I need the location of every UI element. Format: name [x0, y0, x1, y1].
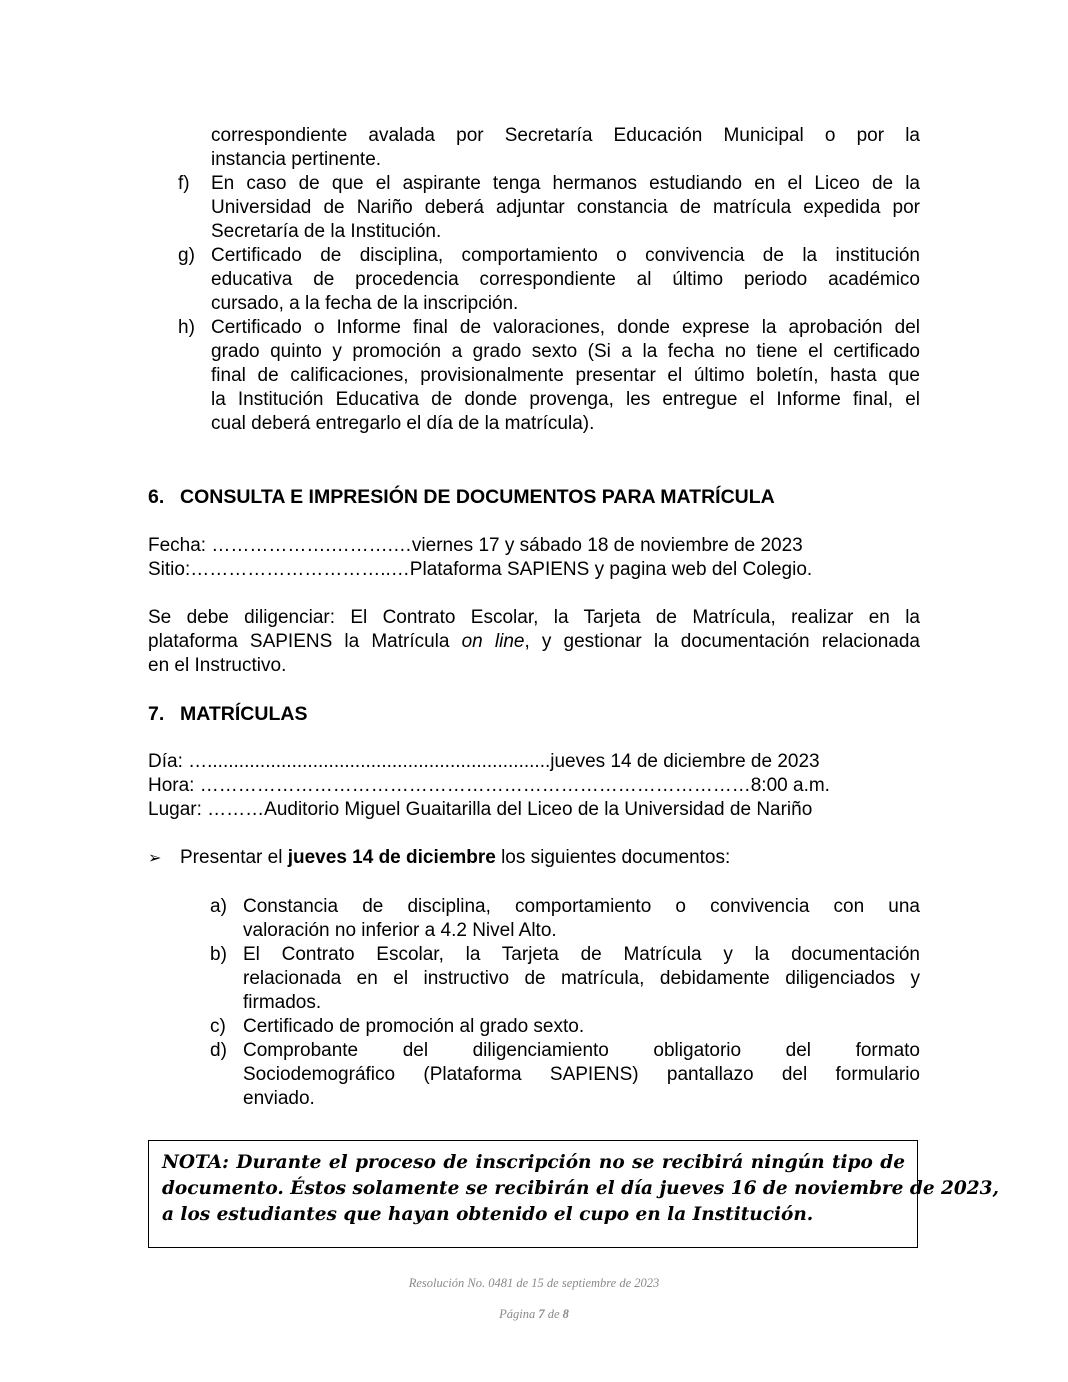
- emphasis-online: on line: [461, 631, 525, 652]
- text-line: correspondiente avalada por Secretaría Educación Municipal o por la: [211, 125, 920, 146]
- dia-line: Día: ….................................................................jueves 14 de diciembre de 2023: [148, 751, 820, 772]
- footer-resolution: Resolución No. 0481 de 15 de septiembre de 2023: [408, 1276, 660, 1290]
- text-fragment: plataforma SAPIENS la Matrícula: [148, 631, 462, 652]
- note-box: [148, 1140, 999, 1248]
- text-fragment: , y gestionar la documentación relacionada: [524, 631, 920, 652]
- footer-page-number: [0, 1302, 1068, 1326]
- text-line: grado quinto y promoción a grado sexto (Si a la fecha no tiene el certificado: [211, 341, 920, 362]
- list-item-continuation: [178, 124, 920, 172]
- section-title: CONSULTA E IMPRESIÓN DE DOCUMENTOS PARA MATRÍCULA: [180, 486, 775, 508]
- text-line: Certificado de disciplina, comportamiento o convivencia de la institución: [211, 245, 920, 266]
- text-line: la Institución Educativa de donde provenga, les entregue el Informe final, el: [211, 389, 920, 410]
- sitio-line: Sitio:…………………………..…Plataforma SAPIENS y pagina web del Colegio.: [148, 559, 813, 580]
- text-line: Certificado de promoción al grado sexto.: [243, 1016, 585, 1037]
- page-separator: de: [544, 1307, 563, 1321]
- text-line: [148, 630, 920, 654]
- text-line: instancia pertinente.: [211, 149, 382, 170]
- list-item-label: a): [210, 896, 227, 917]
- page-current: 7: [538, 1307, 545, 1321]
- text-line: relacionada en el instructivo de matrícula, debidamente diligenciados y: [243, 968, 920, 989]
- text-line: En caso de que el aspirante tenga hermanos estudiando en el Liceo de la: [211, 173, 920, 194]
- text-line: Certificado o Informe final de valoraciones, donde exprese la aprobación del: [211, 317, 920, 338]
- text-line: en el Instructivo.: [148, 655, 287, 676]
- section-7-heading: [148, 702, 307, 726]
- list-item-label: c): [210, 1016, 226, 1037]
- page-total: 8: [562, 1307, 569, 1321]
- list-item-label: g): [178, 245, 195, 266]
- fecha-line: Fecha: ……………….……….…viernes 17 y sábado 18 de noviembre de 2023: [148, 535, 803, 556]
- list-item-label: b): [210, 944, 227, 965]
- sublist-item-c: [210, 1015, 920, 1039]
- hora-line: Hora: ……………………………………………………………………………8:00 a.m.: [148, 775, 830, 796]
- text-line: El Contrato Escolar, la Tarjeta de Matrícula y la documentación: [243, 944, 920, 965]
- sublist-item-d: [210, 1039, 920, 1111]
- text-line: final de calificaciones, provisionalmente presentar el último boletín, hasta que: [211, 365, 920, 386]
- bullet-line: [148, 846, 730, 871]
- lugar-line: Lugar: ………Auditorio Miguel Guaitarilla del Liceo de la Universidad de Nariño: [148, 799, 813, 820]
- text-line: Comprobante del diligenciamiento obligatorio del formato: [243, 1040, 920, 1061]
- text-line: valoración no inferior a 4.2 Nivel Alto.: [243, 920, 557, 941]
- list-item-g: [178, 244, 920, 316]
- note-line: a los estudiantes que hayan obtenido el cupo en la Institución.: [162, 1204, 814, 1225]
- text-line: Sociodemográfico (Plataforma SAPIENS) pantallazo del formulario: [243, 1064, 920, 1085]
- text-line: cual deberá entregarlo el día de la matrícula).: [211, 413, 595, 434]
- text-line: Universidad de Nariño deberá adjuntar constancia de matrícula expedida por: [211, 197, 920, 218]
- text-line: Se debe diligenciar: El Contrato Escolar, la Tarjeta de Matrícula, realizar en la: [148, 607, 920, 628]
- page-label: Página: [499, 1307, 539, 1321]
- text-line: educativa de procedencia correspondiente al último periodo académico: [211, 269, 920, 290]
- text-line: Constancia de disciplina, comportamiento o convivencia con una: [243, 896, 920, 917]
- text-line: firmados.: [243, 992, 322, 1013]
- text-line: cursado, a la fecha de la inscripción.: [211, 293, 519, 314]
- list-item-h: [178, 316, 920, 436]
- arrow-bullet-icon: ➢: [148, 850, 162, 867]
- bold-date: jueves 14 de diciembre: [287, 847, 496, 868]
- list-item-label: d): [210, 1040, 227, 1061]
- sublist-item-b: [210, 943, 920, 1015]
- note-line: NOTA: Durante el proceso de inscripción no se recibirá ningún tipo de: [162, 1152, 905, 1173]
- text-line: Secretaría de la Institución.: [211, 221, 442, 242]
- section-title: MATRÍCULAS: [180, 703, 308, 725]
- list-item-label: f): [178, 173, 190, 194]
- sublist-item-a: [210, 895, 920, 943]
- text-line: enviado.: [243, 1088, 315, 1109]
- note-line: documento. Éstos solamente se recibirán el día jueves 16 de noviembre de 2023,: [162, 1178, 999, 1199]
- section-6-paragraph: [148, 606, 920, 678]
- section-number: 6.: [148, 486, 165, 508]
- section-number: 7.: [148, 703, 165, 725]
- text-fragment: Presentar el: [180, 847, 288, 868]
- list-item-f: [178, 172, 920, 244]
- text-fragment: los siguientes documentos:: [495, 847, 731, 868]
- list-item-label: h): [178, 317, 195, 338]
- section-6-heading: [148, 485, 775, 509]
